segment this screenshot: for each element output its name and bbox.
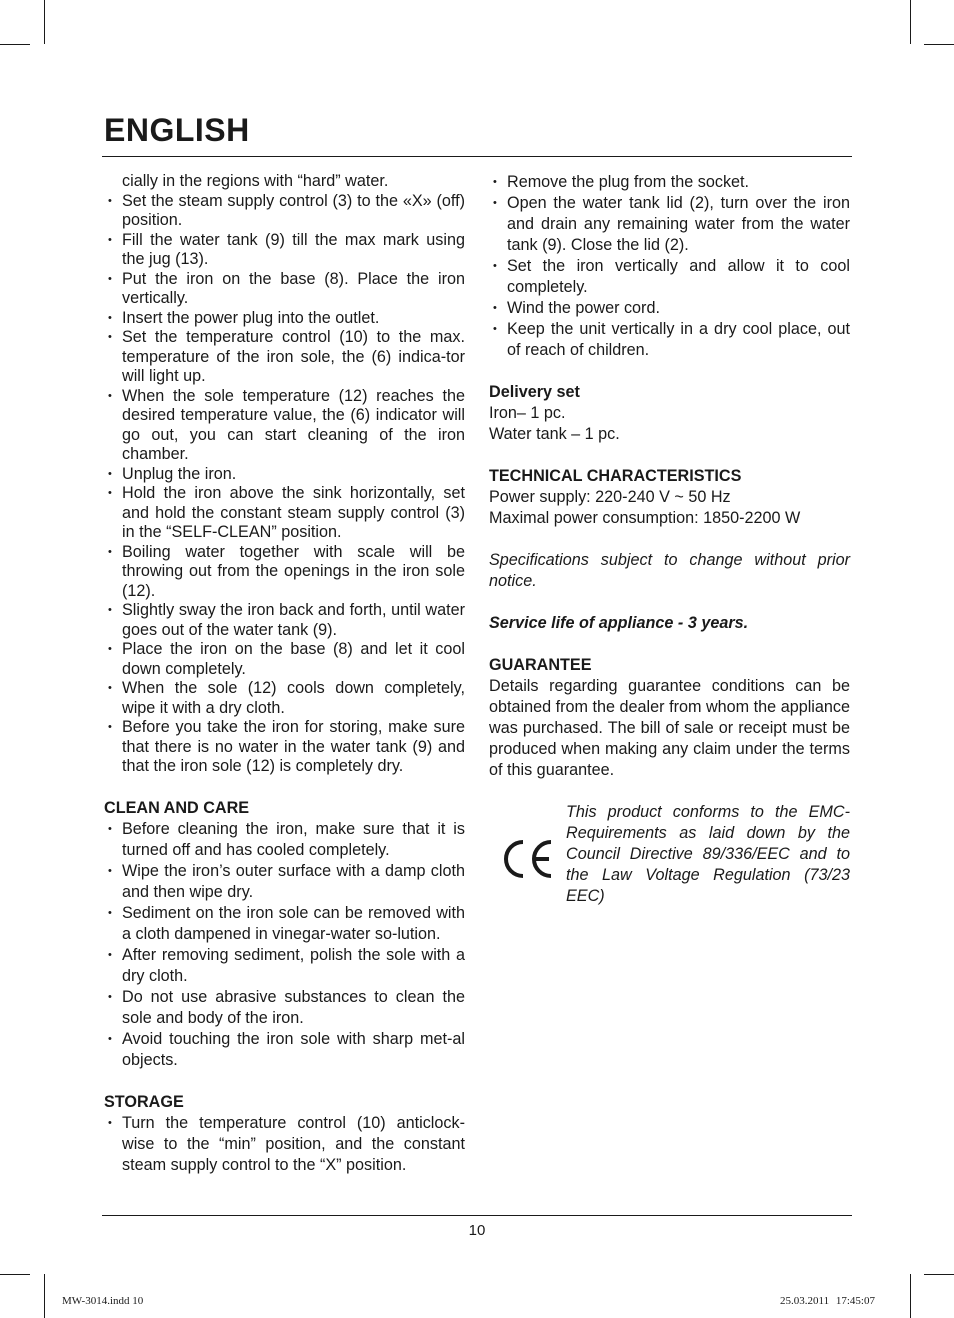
bullet-item: • Wipe the iron’s outer surface with a damp cloth and then wipe dry. [104, 861, 465, 903]
storage-list [104, 1113, 465, 1176]
bullet-item: • Sediment on the iron sole can be removed with a cloth dampened in vinegar-water so-lution. [104, 903, 465, 945]
bullet-item: • After removing sediment, polish the sole with a dry cloth. [104, 945, 465, 987]
clean-list [104, 819, 465, 1071]
right-column [489, 172, 850, 907]
page-number: 10 [468, 1222, 486, 1239]
service-life: Service life of appliance - 3 years. [489, 614, 749, 632]
tech-item: Power supply: 220-240 V ~ 50 Hz [489, 488, 731, 506]
ce-block [489, 802, 850, 907]
ce-conformity-text: This product conforms to the EMC-Requirements as laid down by the Council Directive 89/336/EEC and to the Law Voltage Regulation (73/23 EEC) [566, 803, 850, 905]
bullet-item: • Turn the temperature control (10) anticlock-wise to the “min” position, and the constant steam supply control to the “X” position. [104, 1113, 465, 1176]
delivery-item: Water tank – 1 pc. [489, 425, 620, 443]
delivery-item: Iron– 1 pc. [489, 404, 566, 422]
header-rule [102, 156, 852, 157]
bullet-item: • Set the iron vertically and allow it to cool completely. [489, 256, 850, 298]
spec-note: Specifications subject to change without prior notice. [489, 551, 850, 590]
crop-mark [0, 1274, 30, 1275]
tech-heading: TECHNICAL CHARACTERISTICS [489, 467, 742, 485]
bullet-item: • When the sole temperature (12) reaches the desired temperature value, the (6) indicator will go out, you can start cleaning of the iron chamber. [104, 387, 465, 465]
file-name: MW-3014.indd 10 [62, 1295, 144, 1307]
bullet-item: • Keep the unit vertically in a dry cool place, out of reach of children. [489, 319, 850, 361]
storage-continued-list [489, 172, 850, 361]
page-title: ENGLISH [104, 112, 250, 148]
crop-mark [910, 0, 911, 44]
bullet-item: • Slightly sway the iron back and forth, until water goes out of the water tank (9). [104, 601, 465, 640]
crop-mark [924, 1274, 954, 1275]
bullet-item: • Unplug the iron. [104, 465, 465, 485]
bullet-item: • Set the steam supply control (3) to the «X» (off) position. [104, 192, 465, 231]
bullet-item: • Wind the power cord. [489, 298, 850, 319]
ce-mark-icon [501, 838, 555, 880]
left-column [104, 172, 465, 1176]
bullet-item: • Before cleaning the iron, make sure that it is turned off and has cooled completely. [104, 819, 465, 861]
crop-mark [0, 44, 30, 45]
bullet-item: • Remove the plug from the socket. [489, 172, 850, 193]
guarantee-text: Details regarding guarantee conditions can be obtained from the dealer from whom the appliance was purchased. The bill of sale or receipt must be produced when making any claim under the terms of this guarantee. [489, 677, 850, 779]
bullet-item: • When the sole (12) cools down completely, wipe it with a dry cloth. [104, 679, 465, 718]
footer-rule [102, 1215, 852, 1216]
crop-mark [910, 1274, 911, 1318]
continuation-text: cially in the regions with “hard” water. [122, 172, 389, 190]
guarantee-heading: GUARANTEE [489, 656, 592, 674]
bullet-item: • Set the temperature control (10) to the max. temperature of the iron sole, the (6) indica-tor will light up. [104, 328, 465, 387]
bullet-item: • Boiling water together with scale will be throwing out from the openings in the iron sole (12). [104, 543, 465, 602]
bullet-item: • Put the iron on the base (8). Place the iron vertically. [104, 270, 465, 309]
delivery-heading: Delivery set [489, 383, 580, 401]
crop-mark [44, 0, 45, 44]
bullet-item: • Hold the iron above the sink horizontally, set and hold the constant steam supply control (3) in the “SELF-CLEAN” position. [104, 484, 465, 543]
instruction-list [104, 192, 465, 777]
bullet-item: • Place the iron on the base (8) and let it cool down completely. [104, 640, 465, 679]
clean-and-care-heading: CLEAN AND CARE [104, 798, 250, 817]
crop-mark [44, 1274, 45, 1318]
tech-item: Maximal power consumption: 1850-2200 W [489, 509, 801, 527]
bullet-item: • Fill the water tank (9) till the max mark using the jug (13). [104, 231, 465, 270]
bullet-item: • Before you take the iron for storing, make sure that there is no water in the water tank (9) and that the iron sole (12) is completely dry. [104, 718, 465, 777]
print-timestamp: 25.03.2011 17:45:07 [780, 1295, 875, 1307]
bullet-item: • Avoid touching the iron sole with sharp met-al objects. [104, 1029, 465, 1071]
bullet-item: • Insert the power plug into the outlet. [104, 309, 465, 329]
storage-heading: STORAGE [104, 1092, 184, 1111]
crop-mark [924, 44, 954, 45]
bullet-item: • Do not use abrasive substances to clean the sole and body of the iron. [104, 987, 465, 1029]
bullet-item: • Open the water tank lid (2), turn over the iron and drain any remaining water from the water tank (9). Close the lid (2). [489, 193, 850, 256]
